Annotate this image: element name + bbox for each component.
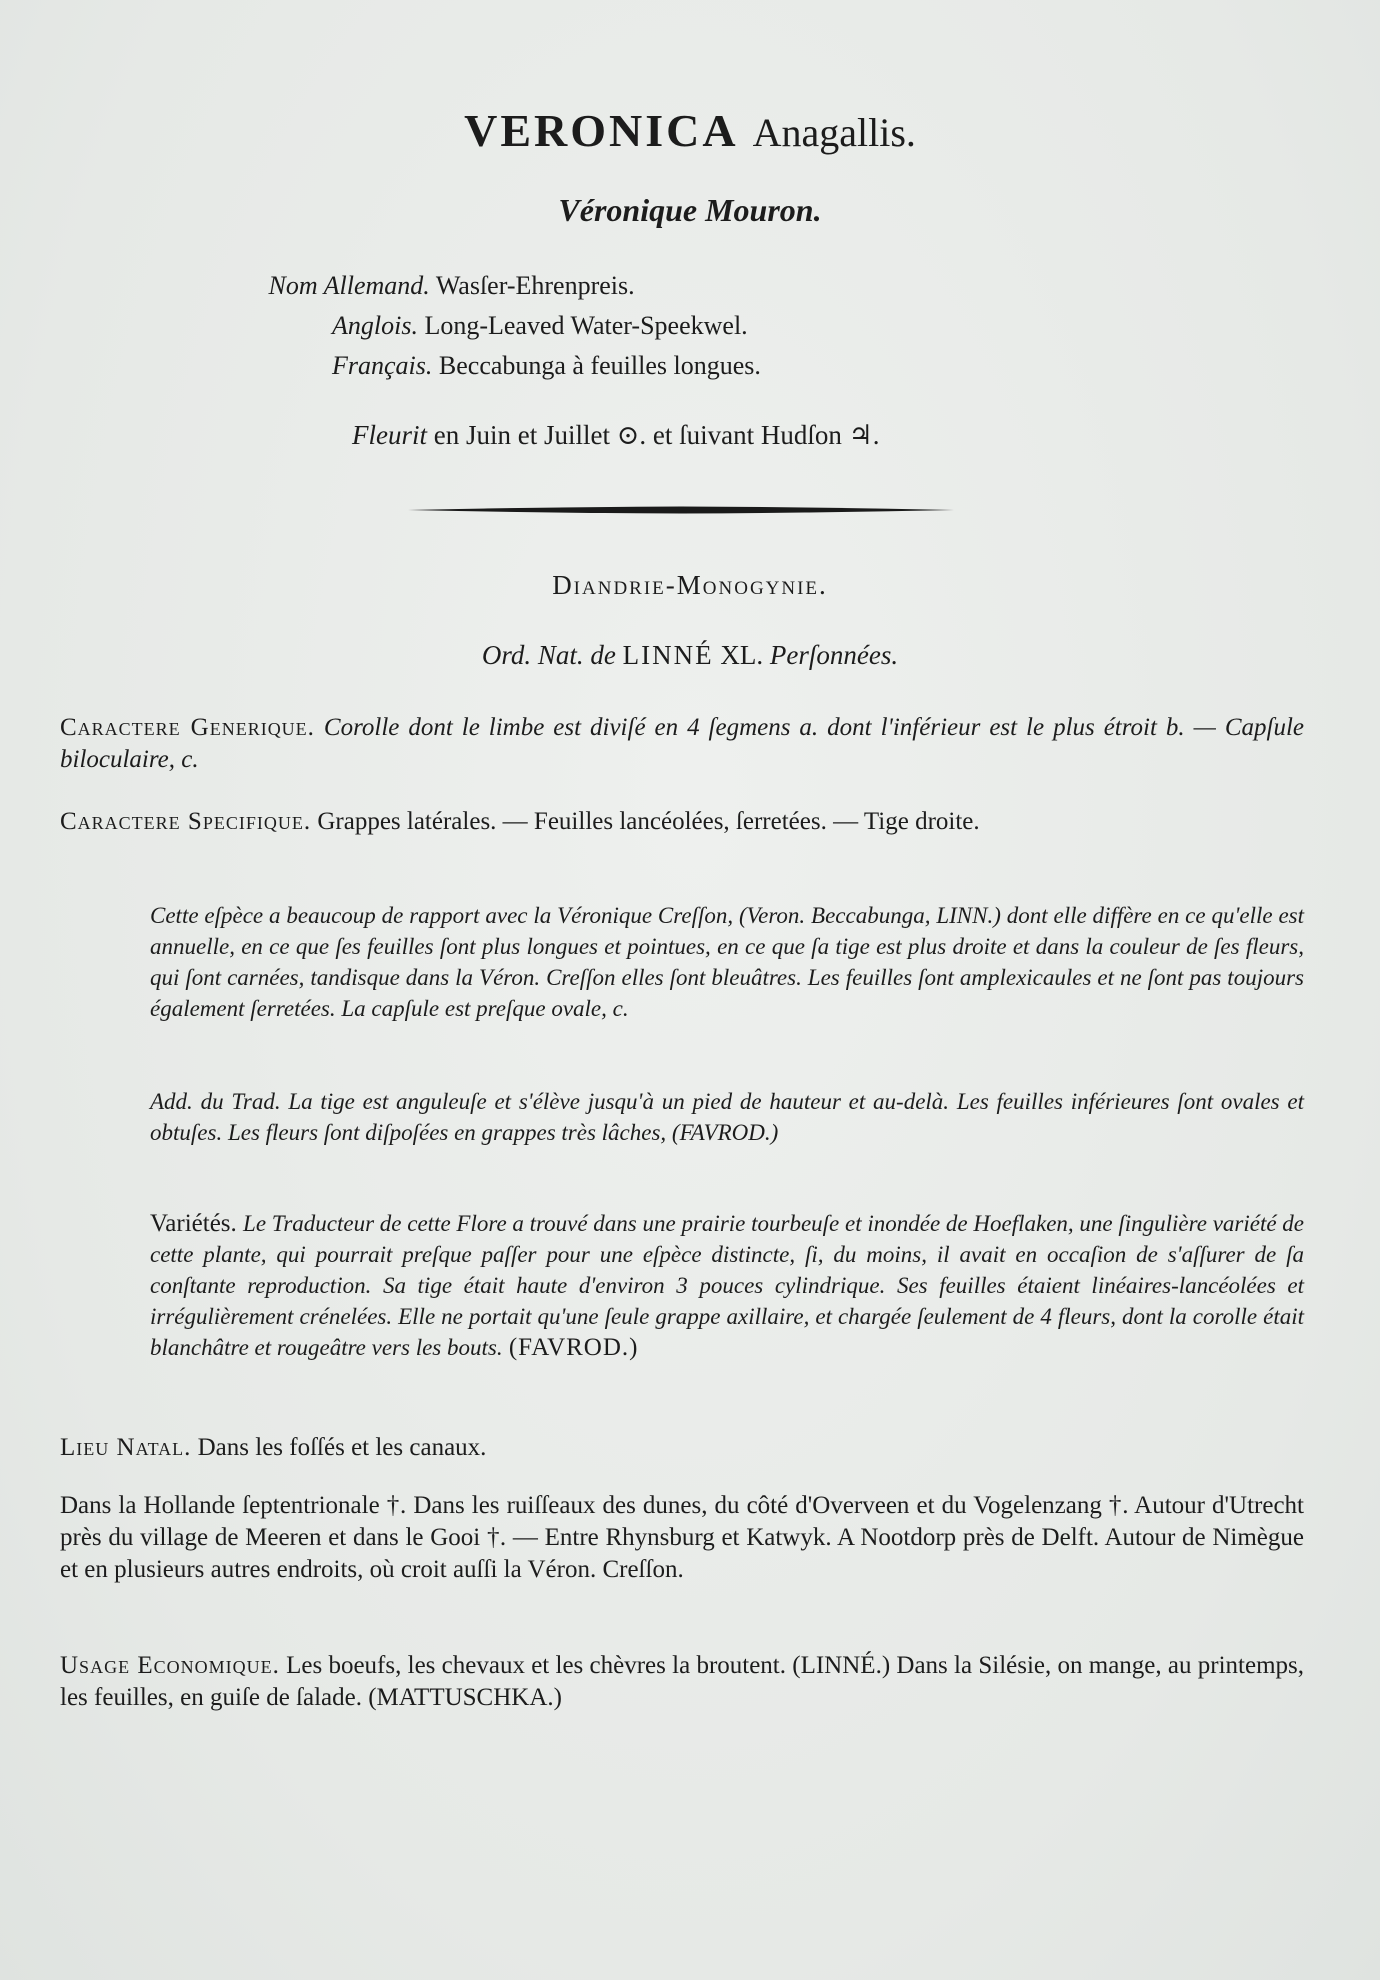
classification-heading: Diandrie-Monogynie. bbox=[552, 570, 828, 600]
ornamental-divider bbox=[408, 506, 954, 514]
flowering-line bbox=[352, 420, 880, 451]
section-label: Usage Economique. bbox=[60, 1652, 280, 1679]
credit: (FAVROD.) bbox=[508, 1334, 639, 1361]
natural-order-line: Ord. Nat. de LINNÉ XL. Perſonnées. bbox=[481, 640, 899, 670]
specific-character-paragraph bbox=[60, 806, 1304, 838]
name-label: Anglois. bbox=[332, 311, 418, 340]
name-label: Nom Allemand. bbox=[268, 271, 430, 300]
name-value: Wasſer-Ehrenpreis. bbox=[435, 271, 635, 300]
economic-use-paragraph bbox=[60, 1650, 1304, 1714]
section-text: Corolle dont le limbe est diviſé en 4 ſegmens a. dont l'inférieur est le plus étroit b. — Capſule biloculaire, c. bbox=[60, 714, 1304, 773]
name-row-english bbox=[262, 306, 761, 346]
section-text: Dans les foſſés et les canaux. bbox=[197, 1434, 487, 1461]
page-title bbox=[0, 104, 1380, 157]
name-label: Français. bbox=[332, 351, 433, 380]
title-genus: VERONICA bbox=[464, 105, 739, 156]
section-text: Grappes latérales. — Feuilles lancéolées, ſerretées. — Tige droite. bbox=[317, 808, 980, 835]
translator-addition: Add. du Trad. La tige est anguleuſe et s'élève jusqu'à un pied de hauteur et au-delà. Les feuilles inférieures ſont ovales et obtuſes. Les fleurs ſont diſpoſées en grappes très lâches, (FAVROD.) bbox=[150, 1089, 1304, 1145]
generic-character-paragraph bbox=[60, 712, 1304, 776]
comparison-note: Cette eſpèce a beaucoup de rapport avec la Véronique Creſſon, (Veron. Beccabunga, LINN.) dont elle diffère en ce qu'elle est annuelle, en ce que ſes feuilles ſont plus longues et pointues, en ce que ſa tige est plus droite et dans la couleur de ſes fleurs, qui ſont carnées, tandisque dans la Véron. Creſſon elles ſont bleuâtres. Les feuilles ſont amplexicaules et ne ſont pas toujours également ſerretées. La capſule est preſque ovale, c. bbox=[150, 903, 1304, 1021]
section-text: Les boeufs, les chevaux et les chèvres la broutent. (LINNÉ.) Dans la Silésie, on mange, au printemps, les feuilles, en guiſe de ſalade. (MATTUSCHKA.) bbox=[60, 1652, 1305, 1711]
flowering-label: Fleurit bbox=[352, 420, 427, 450]
varieties-paragraph bbox=[150, 1208, 1304, 1363]
name-row-french bbox=[262, 346, 761, 386]
section-label: Caractere Generique. bbox=[60, 714, 315, 741]
common-names bbox=[262, 266, 761, 386]
native-place-paragraph bbox=[60, 1432, 1304, 1464]
section-label: Lieu Natal. bbox=[60, 1434, 192, 1461]
section-label: Variétés. bbox=[150, 1210, 237, 1237]
name-value: Long-Leaved Water-Speekwel. bbox=[424, 311, 748, 340]
linne-name: LINNÉ bbox=[622, 640, 714, 670]
localities-paragraph: Dans la Hollande ſeptentrionale †. Dans les ruiſſeaux des dunes, du côté d'Overveen et du Vogelenzang †. Autour d'Utrecht près du village de Meeren et dans le Gooi †. — Entre Rhynsburg et Katwyk. A Nootdorp près de Delft. Autour de Nimègue et en plusieurs autres endroits, où croit auſſi la Véron. Creſſon. bbox=[60, 1492, 1304, 1583]
flowering-text: en Juin et Juillet ⊙. et ſuivant Hudſon ♃. bbox=[433, 420, 880, 450]
page-subtitle: Véronique Mouron. bbox=[558, 192, 822, 228]
section-label: Caractere Specifique. bbox=[60, 808, 312, 835]
title-species: Anagallis. bbox=[752, 110, 916, 155]
name-row-german bbox=[262, 266, 761, 306]
section-text: Le Traducteur de cette Flore a trouvé dans une prairie tourbeuſe et inondée de Hoeflaken, une ſingulière variété de cette plante, qui pourrait preſque paſſer pour une eſpèce distincte, ſi, du moins, il avait en occaſion de s'aſſurer de ſa conſtante reproduction. Sa tige était haute d'environ 3 pouces cylindrique. Ses feuilles étaient linéaires-lancéolées et irrégulièrement crénelées. Elle ne portait qu'une ſeule grappe axillaire, et chargée ſeulement de 4 fleurs, dont la corolle était blanchâtre et rougeâtre vers les bouts. bbox=[150, 1211, 1305, 1360]
name-value: Beccabunga à feuilles longues. bbox=[438, 351, 761, 380]
